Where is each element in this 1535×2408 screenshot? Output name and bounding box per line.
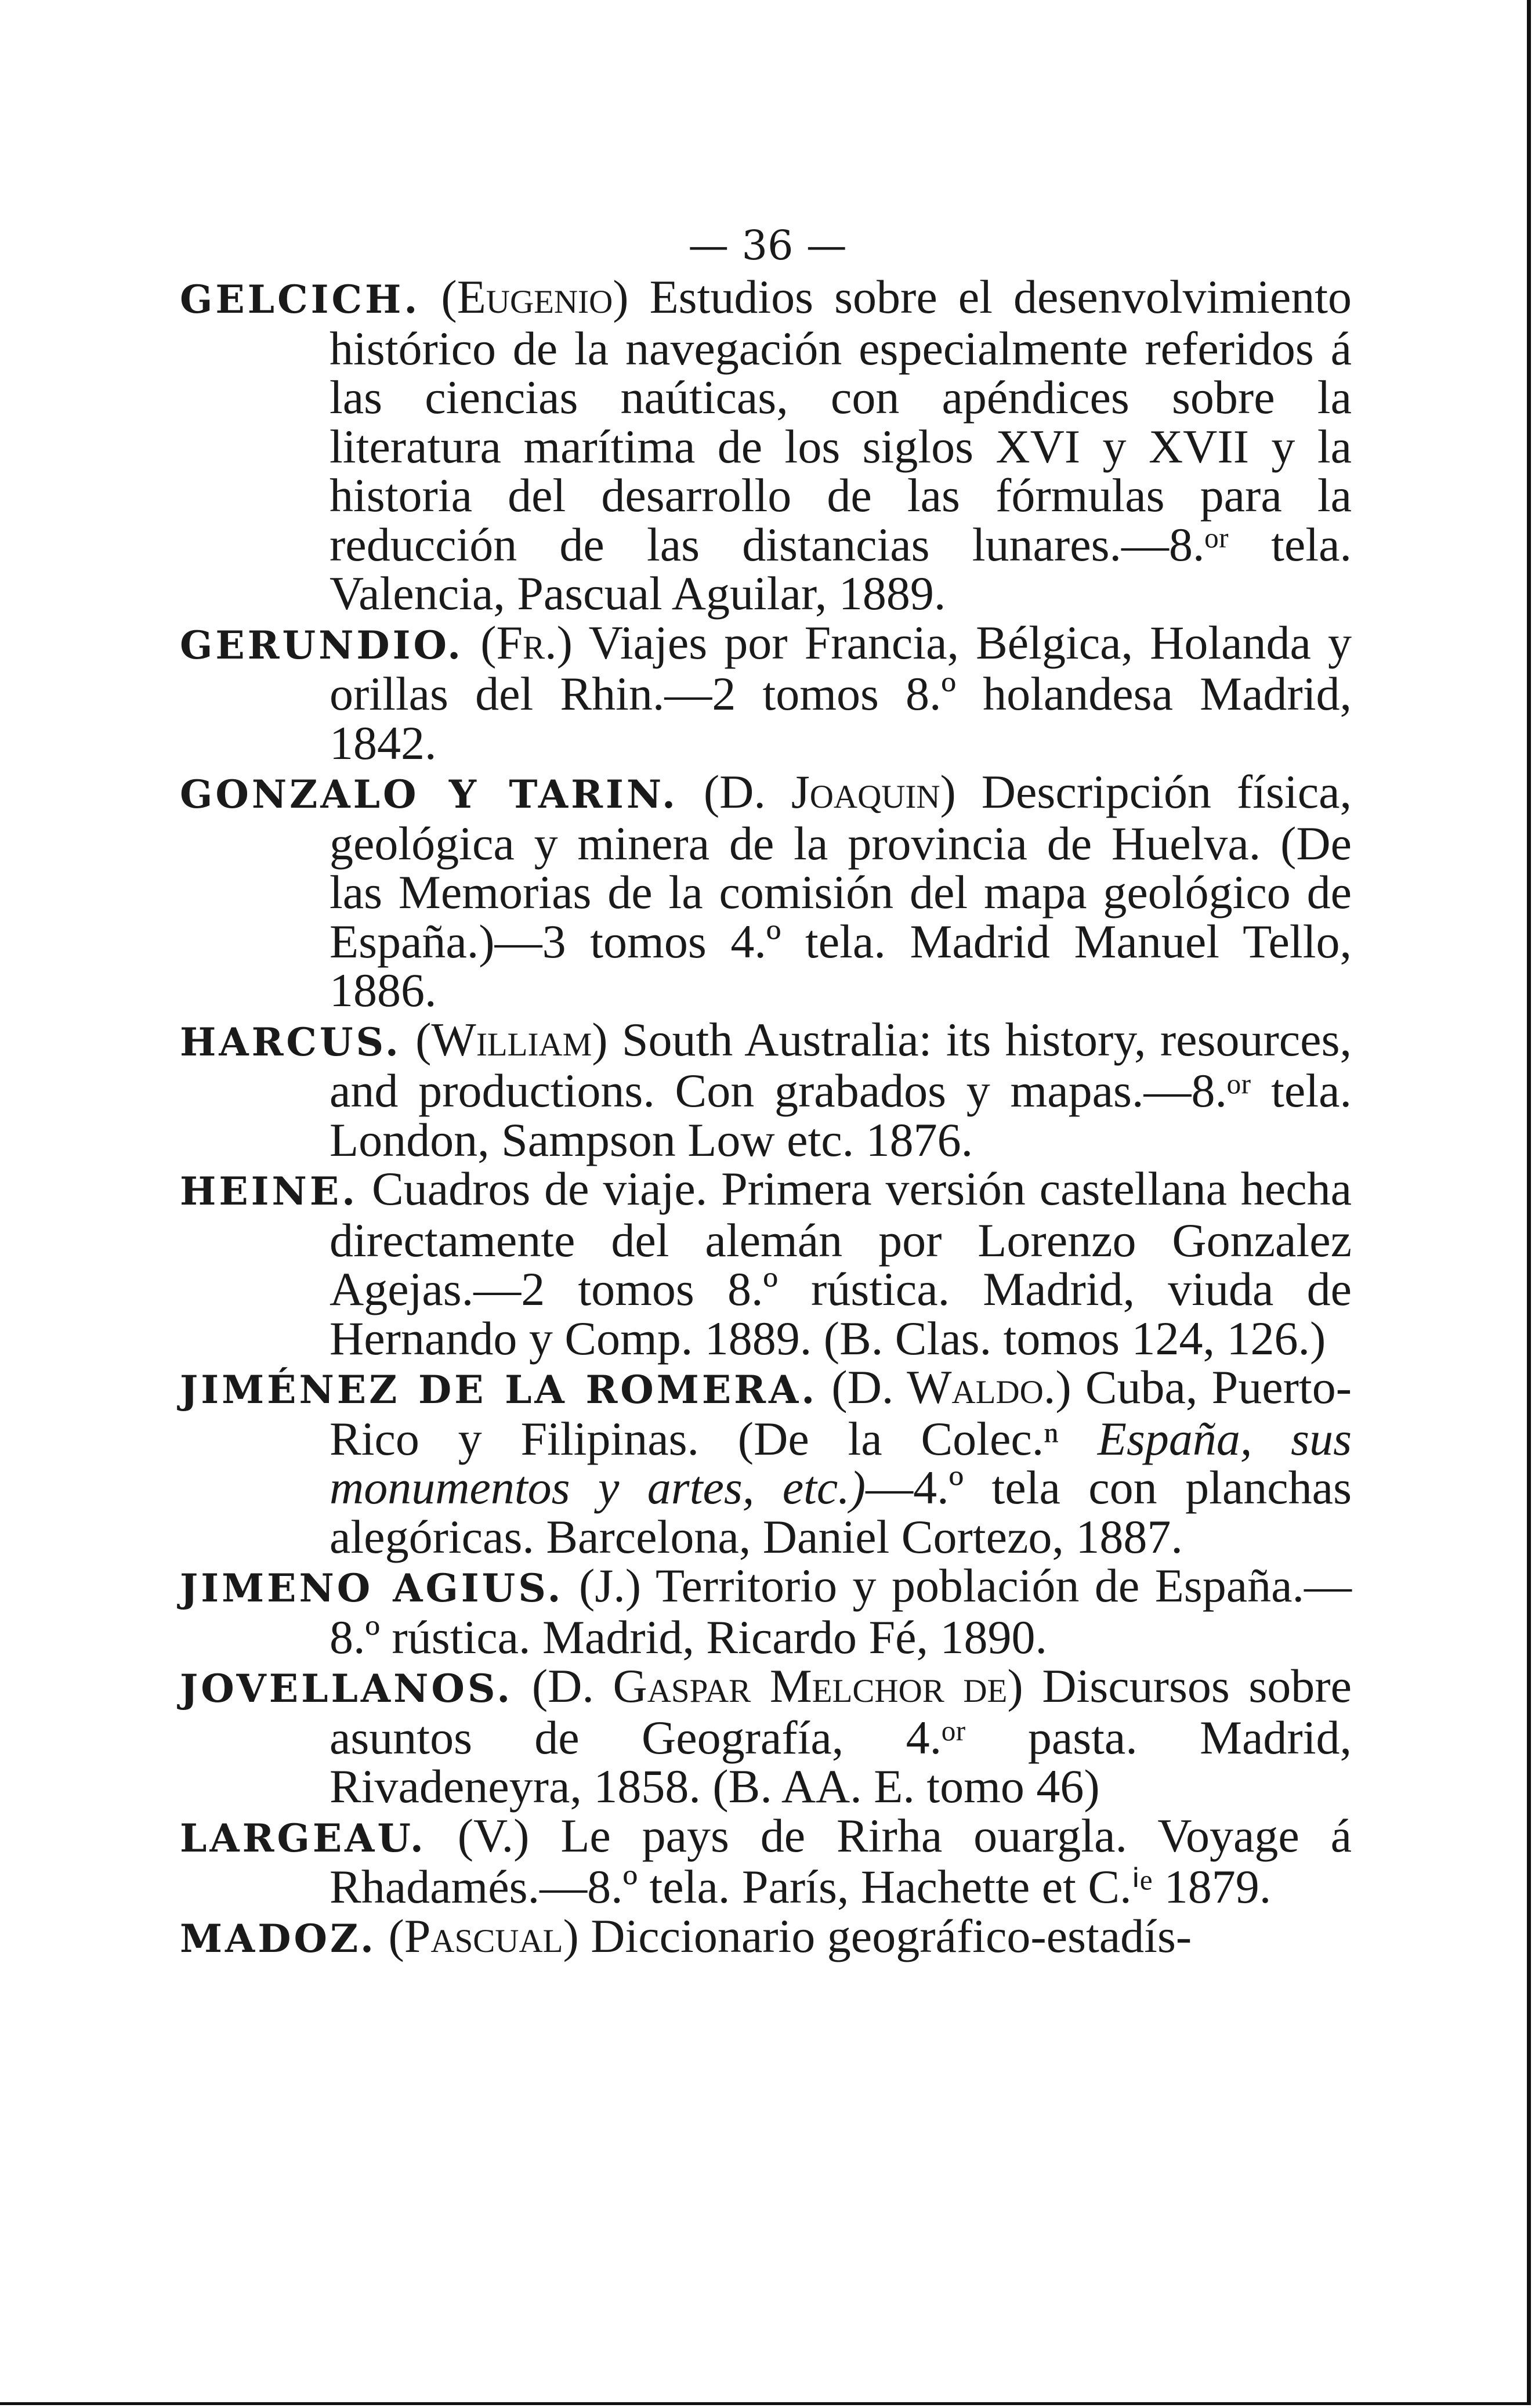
entry-author: (Fr.) — [480, 616, 573, 669]
entry-author: (D. Gaspar Melchor de) — [531, 1659, 1023, 1712]
entry-heading: JIMENO AGIUS. — [180, 1565, 564, 1611]
entry-author: (Eugenio) — [441, 270, 629, 323]
entry-harcus — [180, 1015, 1352, 1165]
entry-heading: GELCICH. — [180, 277, 421, 322]
entry-heading: JOVELLANOS. — [180, 1666, 513, 1711]
entry-gelcich — [180, 270, 1352, 620]
entry-author: (Pascual) — [388, 1909, 579, 1962]
entry-text: Territorio y población de España.—8.º rústica. Madrid, Ricardo Fé, 1890. — [330, 1559, 1352, 1664]
entry-largeau — [180, 1809, 1352, 1913]
bibliography-list — [180, 270, 1352, 1963]
entry-heading: GONZALO Y TARIN. — [180, 772, 678, 817]
entry-madoz — [180, 1909, 1352, 1964]
entry-author: (D. Joaquin) — [703, 765, 956, 818]
entry-text: Cuadros de viaje. Primera versión castellana hecha directamente del alemán por Lorenzo Gonzalez Agejas.—2 tomos 8.º rústica. Madrid, viuda de Hernando y Comp. 1889. (B. Clas. tomos 124, 126.) — [330, 1162, 1352, 1365]
entry-author: (V.) — [457, 1809, 530, 1862]
entry-heading: HEINE. — [180, 1169, 359, 1214]
entry-text: Viajes por Francia, Bélgica, Holanda y orillas del Rhin.—2 tomos 8.º holandesa Madrid, 1842. — [330, 616, 1352, 769]
entry-text: Descripción física, geológica y minera de la provincia de Huelva. (De las Memorias de la comisión del mapa geológico de España.)—3 tomos 4.º tela. Madrid Manuel Tello, 1886. — [330, 765, 1352, 1017]
entry-text: Discursos sobre asuntos de Geografía, 4.ᵒʳ pasta. Madrid, Rivadeneyra, 1858. (B. AA. E. tomo 46) — [330, 1659, 1352, 1813]
entry-text: South Australia: its history, resources, and productions. Con grabados y mapas.—8.ᵒʳ tela. London, Sampson Low etc. 1876. — [330, 1013, 1352, 1166]
entry-text: Estudios sobre el desenvolvimiento histórico de la navegación especialmente referidos á las ciencias naúticas, con apéndices sobre la literatura marítima de los siglos XVI y XVII y la historia del desarrollo de las fórmulas para la reducción de las distancias lunares.—8.ᵒʳ tela. Valencia, Pascual Aguilar, 1889. — [330, 270, 1352, 620]
entry-heading: HARCUS. — [180, 1019, 401, 1065]
entry-heading: LARGEAU. — [180, 1815, 426, 1861]
entry-text: Cuba, Puerto-Rico y Filipinas. (De la Colec.ⁿ — [330, 1361, 1352, 1465]
entry-heading: MADOZ. — [180, 1915, 376, 1961]
entry-jimeno-agius — [180, 1561, 1352, 1662]
entry-heading: GERUNDIO. — [180, 622, 464, 668]
entry-text: Diccionario geográfico-estadís- — [591, 1909, 1192, 1962]
page-number: — 36 — — [688, 222, 847, 269]
entry-heine — [180, 1162, 1352, 1365]
entry-author: (William) — [415, 1013, 608, 1066]
entry-author: (J.) — [579, 1559, 642, 1612]
entry-jimenez-de-la-romera — [180, 1363, 1352, 1561]
entry-author: (D. Waldo.) — [831, 1361, 1071, 1413]
entry-italic-title: España, sus monumentos y artes, etc.) — [330, 1412, 1352, 1514]
entry-gerundio — [180, 616, 1352, 769]
entry-text-continued: —4.º tela con planchas alegóricas. Barcelona, Daniel Cortezo, 1887. — [330, 1461, 1352, 1563]
entry-heading: JIMÉNEZ DE LA ROMERA. — [180, 1367, 818, 1412]
entry-text: Le pays de Rirha ouargla. Voyage á Rhadamés.—8.º tela. París, Hachette et C.ⁱᵉ 1879. — [330, 1809, 1352, 1913]
entry-jovellanos — [180, 1659, 1352, 1813]
entry-gonzalo-y-tarin — [180, 765, 1352, 1017]
